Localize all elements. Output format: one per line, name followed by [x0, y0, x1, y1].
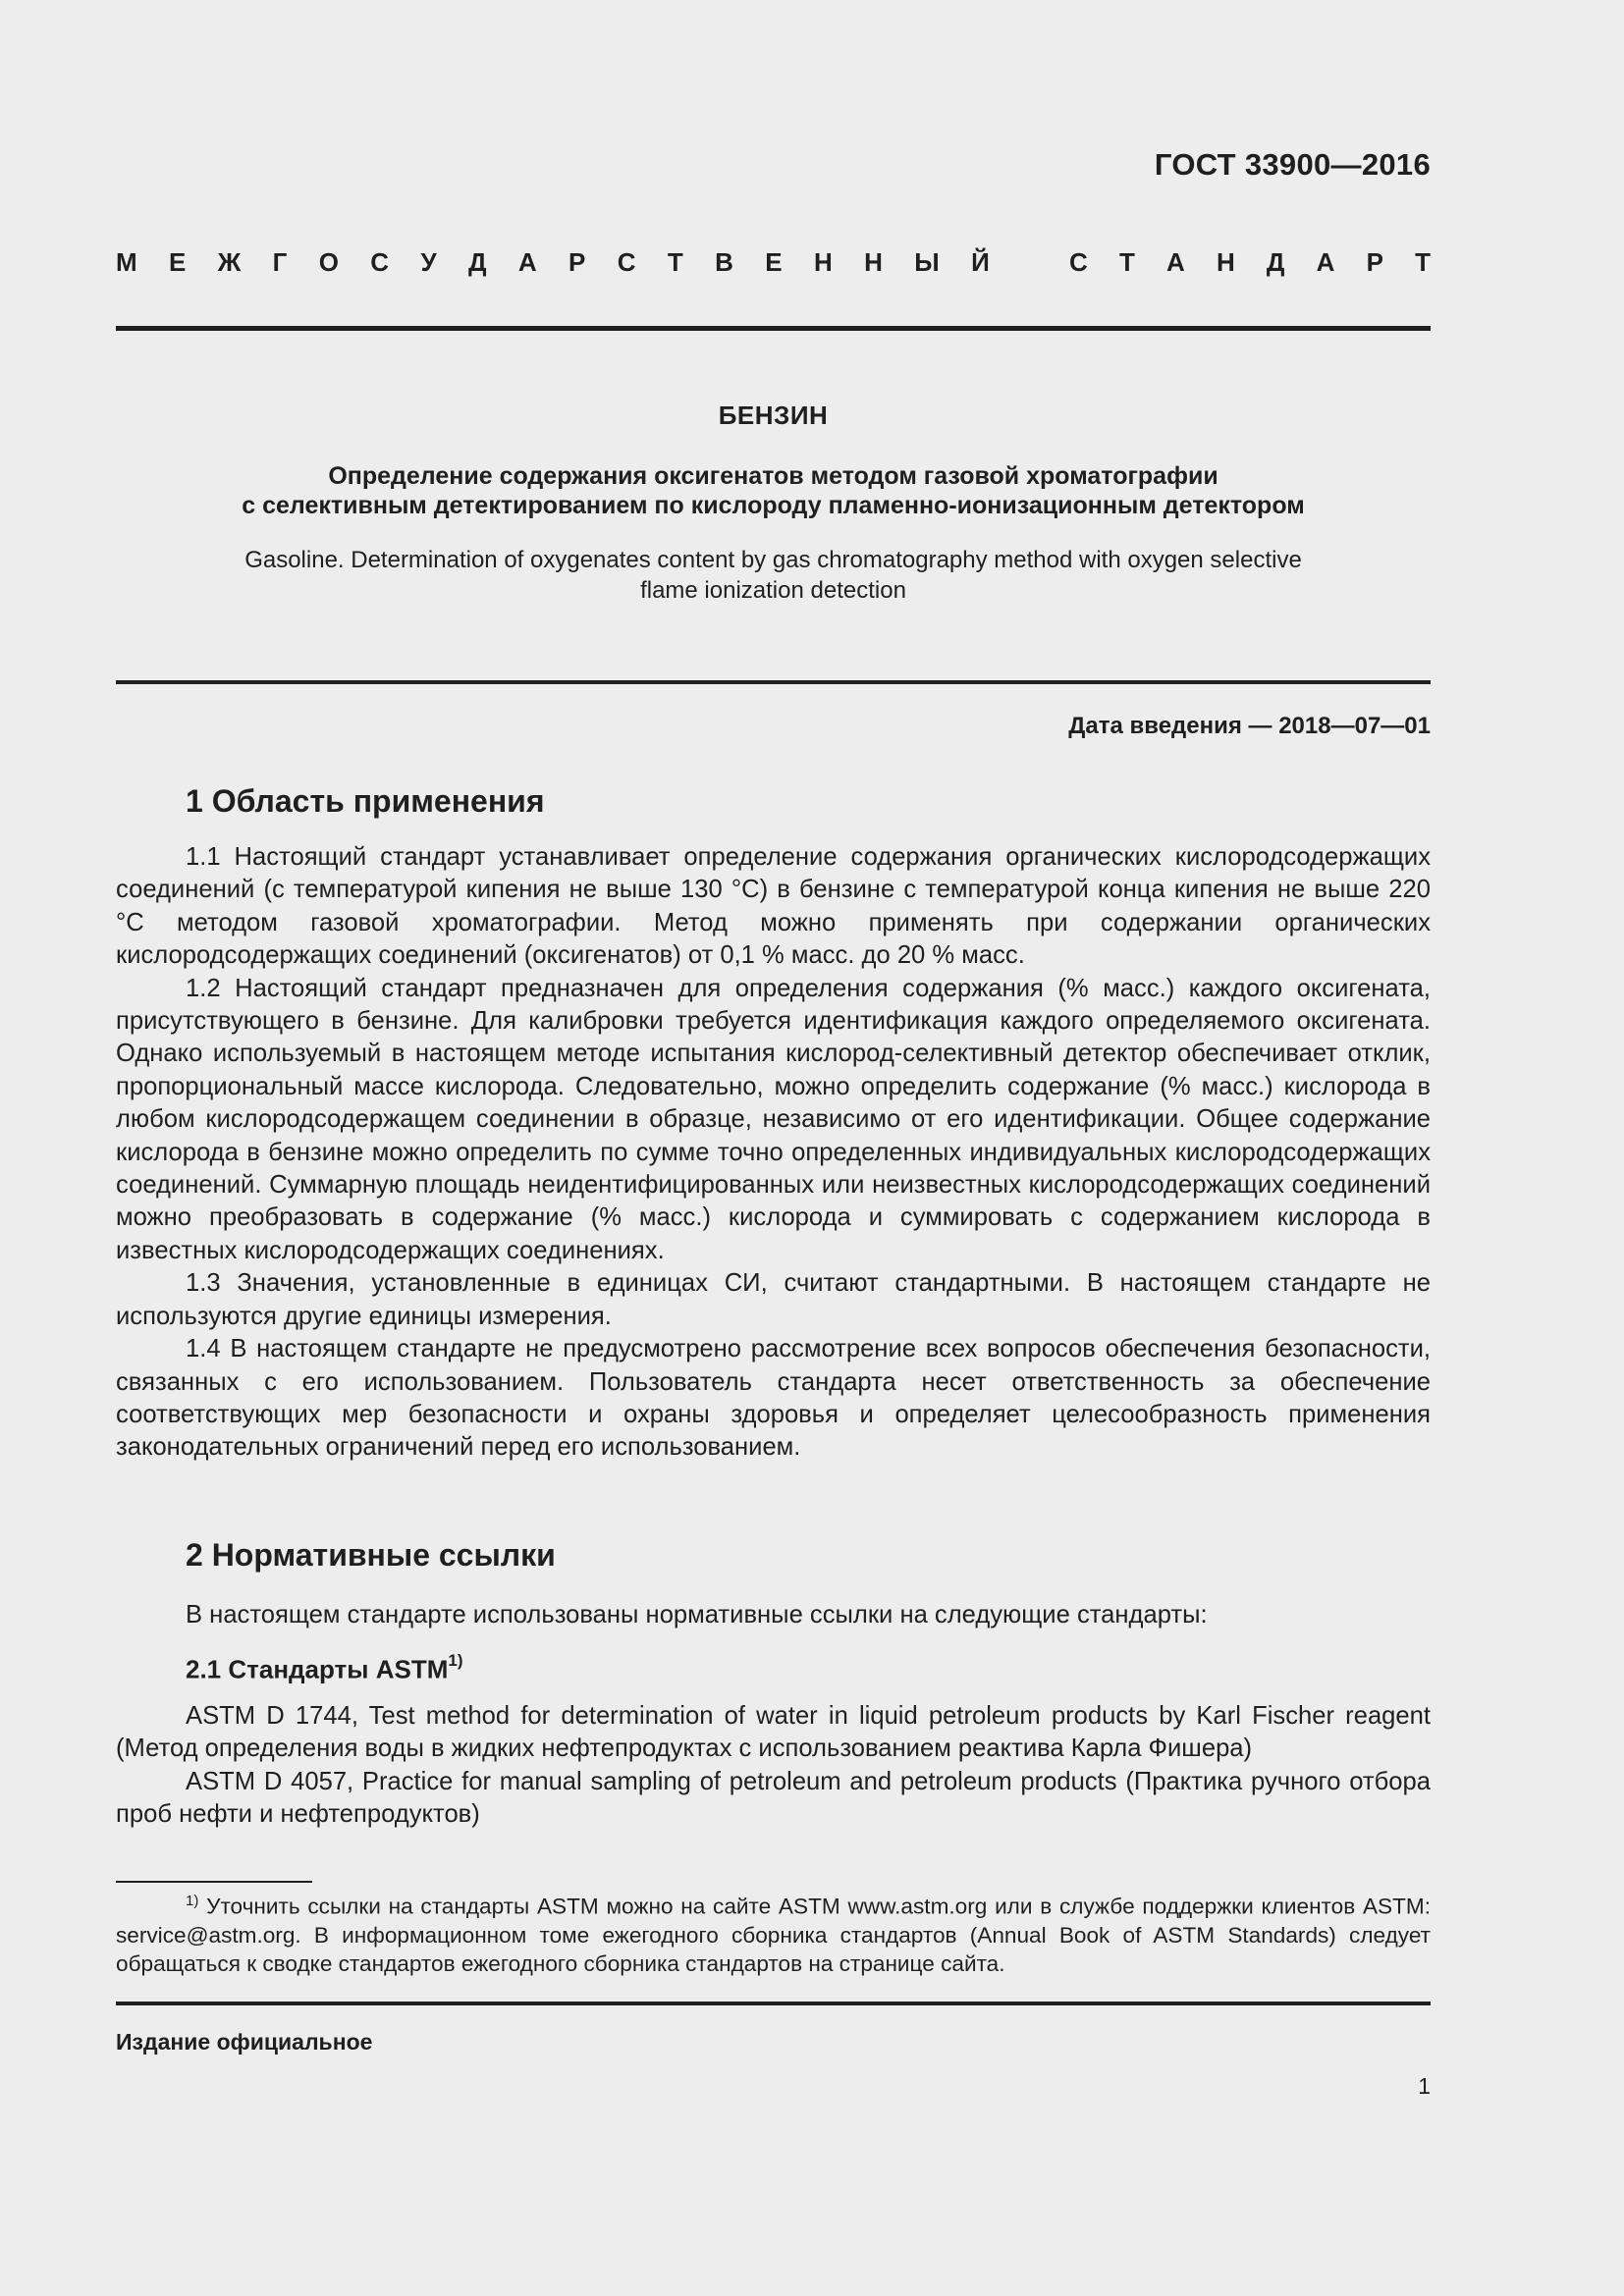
footer-divider — [116, 2002, 1431, 2005]
subtitle-line: Определение содержания оксигенатов методом газовой хроматографии — [328, 462, 1218, 490]
english-title-line: Gasoline. Determination of oxygenates content by gas chromatography method with oxygen selective — [244, 547, 1302, 573]
banner-letter: Р — [1366, 247, 1383, 277]
title-subtitle — [116, 461, 1431, 520]
paragraph-1-4: 1.4 В настоящем стандарте не предусмотрено рассмотрение всех вопросов обеспечения безопасности, связанных с его использованием. Пользователь стандарта несет ответственность за обеспечение соответствующих мер безопасности и охраны здоровья и определяет целесообразность применения законодательных ограничений перед его использованием. — [116, 1335, 1431, 1462]
banner-letter: Н — [813, 247, 833, 277]
subtitle-line: с селективным детектированием по кислороду пламенно-ионизационным детектором — [242, 492, 1305, 519]
title-main: БЕНЗИН — [718, 400, 829, 430]
banner-letter: Н — [1216, 247, 1235, 277]
banner-letter: Е — [765, 247, 783, 277]
banner-word-interstate — [116, 247, 990, 278]
banner-letter: Т — [1118, 247, 1135, 277]
footnote-marker: 1) — [186, 1893, 199, 1909]
subsection-2-1-title: 2.1 Стандарты ASTM — [186, 1654, 449, 1684]
banner-letter: Д — [1266, 247, 1285, 277]
banner-letter: У — [420, 247, 437, 277]
banner-letter: В — [715, 247, 733, 277]
footnote-text: Уточнить ссылки на стандарты ASTM можно на сайте ASTM www.astm.org или в службе поддержки клиентов ASTM: service@astm.org. В информационном томе ежегодного сборника стандартов (Annual Book of ASTM Standards) следует обращаться к сводке стандартов ежегодного сборника стандартов на странице сайта. — [116, 1894, 1431, 1976]
paragraph-1-2: 1.2 Настоящий стандарт предназначен для определения содержания (% масс.) каждого оксигената, присутствующего в бензине. Для калибровки требуется идентификация каждого определяемого оксигената. Однако используемый в настоящем методе испытания кислород-селективный детектор обеспечивает отклик, пропорциональный массе кислорода. Следовательно, можно определить содержание (% масс.) кислорода в любом кислородсодержащем соединении в образце, независимо от его идентификации. Общее содержание кислорода в бензине можно определить по сумме точно определенных индивидуальных кислородсодержащих соединений. Суммарную площадь неидентифицированных или неизвестных кислородсодержащих соединений можно преобразовать в содержание (% масс.) кислорода и суммировать с содержанием кислорода в известных кислородсодержащих соединениях. — [116, 974, 1431, 1264]
reference-astm-d1744: ASTM D 1744, Test method for determination of water in liquid petroleum products by Karl Fischer reagent (Метод определения воды в жидких нефтепродуктах с использованием реактива Карла Фишера) — [116, 1702, 1431, 1763]
section-2-intro-text: В настоящем стандарте использованы нормативные ссылки на следующие стандарты: — [186, 1601, 1208, 1629]
banner-letter: Ы — [914, 247, 940, 277]
banner-letter: Р — [568, 247, 586, 277]
banner-letter: Ж — [217, 247, 242, 277]
banner-letter: А — [517, 247, 537, 277]
section-2-heading: 2 Нормативные ссылки — [186, 1537, 556, 1573]
banner-letter: А — [1166, 247, 1185, 277]
introduction-date: Дата введения — 2018—07—01 — [1068, 713, 1431, 739]
section-1-heading: 1 Область применения — [186, 783, 545, 819]
banner-letter: Н — [864, 247, 883, 277]
banner-letter: М — [116, 247, 137, 277]
footnote-separator — [116, 1881, 312, 1883]
banner-letter: О — [318, 247, 339, 277]
title-english — [116, 545, 1431, 606]
section-2-intro — [116, 1599, 1431, 1631]
paragraph-1-1: 1.1 Настоящий стандарт устанавливает определение содержания органических кислородсодержащих соединений (с температурой кипения не выше 130 °С) в бензине с температурой конца кипения не выше 220 °С методом газовой хроматографии. Метод можно применять при содержании органических кислородсодержащих соединений (оксигенатов) от 0,1 % масс. до 20 % масс. — [116, 843, 1431, 970]
title-divider — [116, 680, 1431, 684]
footnote-text-block — [116, 1887, 1431, 1978]
banner-letter: Г — [272, 247, 288, 277]
english-title-line: flame ionization detection — [640, 577, 906, 604]
banner-letter: Е — [169, 247, 187, 277]
banner-letter: Й — [971, 247, 990, 277]
section-2-references — [116, 1700, 1431, 1832]
page-number: 1 — [1418, 2073, 1431, 2099]
header-divider — [116, 326, 1431, 331]
banner-letter: А — [1316, 247, 1335, 277]
section-1-body — [116, 841, 1431, 1465]
banner-letter: С — [617, 247, 636, 277]
banner-letter: С — [1069, 247, 1088, 277]
banner-letter: С — [370, 247, 390, 277]
document-number: ГОСТ 33900—2016 — [1154, 147, 1431, 182]
banner-letter: Т — [667, 247, 683, 277]
subsection-2-1-heading — [186, 1651, 463, 1685]
official-edition-label: Издание официальное — [116, 2029, 373, 2055]
banner-word-standard — [1069, 247, 1431, 278]
reference-astm-d4057: ASTM D 4057, Practice for manual sampling of petroleum and petroleum products (Практика ручного отбора проб нефти и нефтепродуктов) — [116, 1767, 1431, 1829]
footnote — [116, 1887, 1431, 1978]
interstate-standard-banner — [116, 247, 1431, 278]
footnote-reference: 1) — [448, 1651, 463, 1670]
banner-letter: Д — [467, 247, 487, 277]
paragraph-1-3: 1.3 Значения, установленные в единицах СИ, считают стандартными. В настоящем стандарте не используются другие единицы измерения. — [116, 1269, 1431, 1330]
banner-letter: Т — [1415, 247, 1431, 277]
